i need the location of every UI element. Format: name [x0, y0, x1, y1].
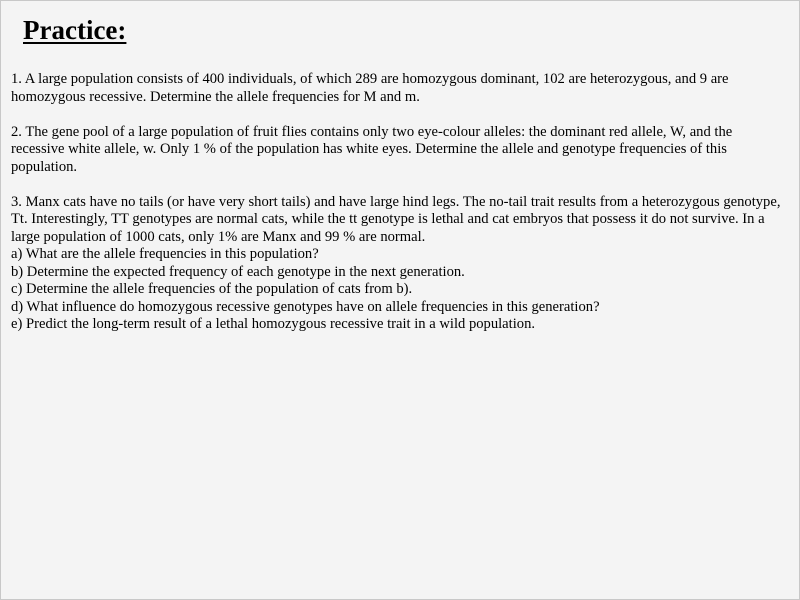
question-1-text: 1. A large population consists of 400 individuals, of which 289 are homozygous dominant, 102 are heterozygous, and 9 are homozygous recessive. Determine the allele frequencies for M and m.	[11, 71, 729, 105]
question-3-part-d: d) What influence do homozygous recessive genotypes have on allele frequencies in this generation?	[11, 298, 600, 315]
question-1	[11, 71, 789, 106]
question-3-part-a: a) What are the allele frequencies in this population?	[11, 246, 319, 262]
question-3	[11, 194, 789, 334]
question-3-part-c: c) Determine the allele frequencies of the population of cats from b).	[11, 281, 413, 297]
question-list	[11, 71, 789, 351]
question-2	[11, 124, 789, 177]
question-3-part-e: e) Predict the long-term result of a lethal homozygous recessive trait in a wild population.	[11, 316, 536, 332]
question-3-part-b: b) Determine the expected frequency of each genotype in the next generation.	[11, 263, 465, 280]
question-2-text: 2. The gene pool of a large population of fruit flies contains only two eye-colour alleles: the dominant red allele, W, and the recessive white allele, w. Only 1 % of the population has white eyes. Determine the allele and genotype frequencies of this population.	[11, 123, 733, 175]
question-3-parts	[11, 246, 789, 334]
question-3-text: 3. Manx cats have no tails (or have very short tails) and have large hind legs. The no-tail trait results from a heterozygous genotype, Tt. Interestingly, TT genotypes are normal cats, while the tt genotype is lethal and cat embryos that possess it do not survive. In a large population of 1000 cats, only 1% are Manx and 99 % are normal.	[11, 193, 781, 245]
page-title: Practice:	[23, 15, 127, 45]
